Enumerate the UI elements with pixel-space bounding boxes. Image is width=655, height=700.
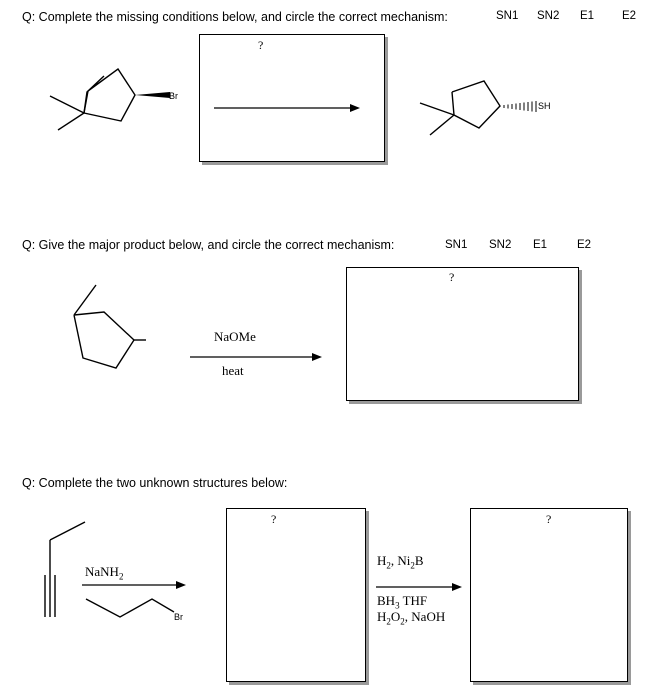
q2-product-box[interactable] bbox=[346, 267, 579, 401]
q2-mechanism-e2[interactable]: E2 bbox=[577, 239, 592, 251]
q2-box-question-mark: ? bbox=[449, 270, 455, 284]
q1-mechanism-sn2[interactable]: SN2 bbox=[537, 10, 560, 22]
q1-reactant-methyl-1 bbox=[50, 96, 84, 113]
q3-propyl-bromide-structure bbox=[86, 599, 174, 617]
q2-mechanism-e1[interactable]: E1 bbox=[533, 239, 548, 251]
q1-reactant-wedge-bond bbox=[135, 92, 170, 98]
q3-reagent-h2-ni2b: $H_2$, $Ni_2B$ bbox=[377, 553, 424, 571]
q2-reagent-naome: NaOMe bbox=[214, 329, 256, 344]
q3-alkyne-ethyl-bond bbox=[50, 522, 85, 540]
q1-reaction-arrow bbox=[214, 104, 360, 112]
q3-bromine-label: Br bbox=[174, 612, 183, 622]
q3-alkyne-structure bbox=[45, 522, 85, 617]
q1-product-hashed-bond bbox=[504, 101, 536, 112]
q3-reagent-h2o2-naoh: $H_2O_2$, NaOH bbox=[377, 609, 446, 627]
question2-prompt: Q: Give the major product below, and circle the correct mechanism: bbox=[22, 238, 395, 252]
q3-arrow-2 bbox=[376, 583, 462, 591]
q1-mechanism-e2[interactable]: E2 bbox=[622, 10, 637, 22]
q1-reactant-structure bbox=[50, 69, 135, 130]
question3-prompt: Q: Complete the two unknown structures below: bbox=[22, 476, 288, 490]
q1-bromine-label: Br bbox=[169, 91, 178, 101]
question1-prompt: Q: Complete the missing conditions below, and circle the correct mechanism: bbox=[22, 10, 448, 24]
q3-box1-question-mark: ? bbox=[271, 512, 277, 526]
q1-mechanism-e1[interactable]: E1 bbox=[580, 10, 595, 22]
q1-mechanism-sn1[interactable]: SN1 bbox=[496, 10, 519, 22]
q3-intermediate-box[interactable] bbox=[226, 508, 366, 682]
q2-mechanism-sn2[interactable]: SN2 bbox=[489, 239, 512, 251]
q1-reactant-methyl-2 bbox=[58, 113, 84, 130]
q1-product-ring bbox=[452, 81, 500, 128]
q1-reactant-ring bbox=[84, 69, 135, 121]
q3-box2-question-mark: ? bbox=[546, 512, 552, 526]
q2-reactant-ring bbox=[74, 312, 134, 368]
q2-reactant-methyl-bond bbox=[74, 285, 96, 315]
q1-product-structure bbox=[420, 81, 500, 135]
q2-mechanism-sn1[interactable]: SN1 bbox=[445, 239, 468, 251]
q3-reagent-bh3-thf: $BH_3$ THF bbox=[377, 593, 428, 611]
q1-product-methyl-2 bbox=[430, 115, 454, 135]
q3-product-box[interactable] bbox=[470, 508, 628, 682]
q2-reaction-arrow bbox=[190, 353, 322, 361]
q1-thiol-label: SH bbox=[538, 101, 551, 111]
q1-product-methyl-1 bbox=[420, 103, 454, 115]
q3-reagent-nanh2: NaNH$_2$ bbox=[85, 564, 124, 582]
q3-arrow-1 bbox=[82, 581, 186, 589]
q1-box-question-mark: ? bbox=[258, 38, 264, 52]
q2-reagent-heat: heat bbox=[222, 363, 244, 378]
q2-reactant-structure bbox=[74, 285, 146, 368]
